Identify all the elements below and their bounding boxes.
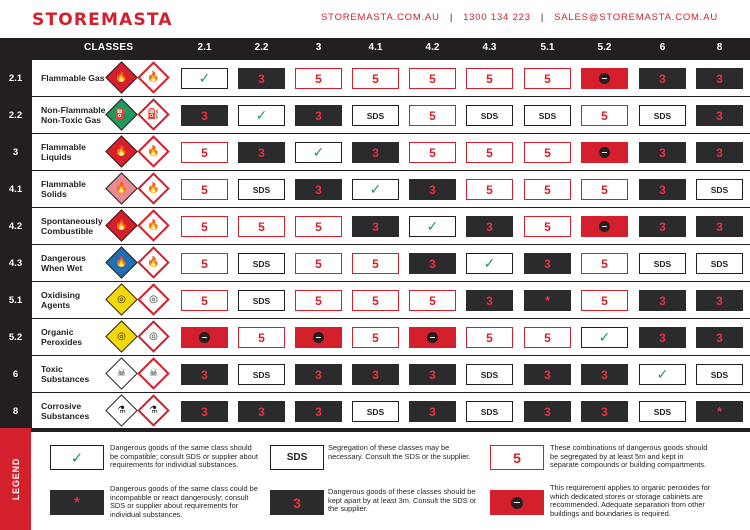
apart-3m-cell: 3	[352, 216, 399, 237]
class-number: 4.1	[0, 171, 31, 208]
segregate-5m-cell: 5	[524, 68, 571, 89]
table-row	[0, 208, 750, 245]
segregate-5m-cell: 5	[352, 253, 399, 274]
segregate-5m-cell: 5	[181, 253, 228, 274]
column-header-4-2: 4.2	[425, 42, 440, 53]
segregate-5m-cell: 5	[409, 290, 456, 311]
ghs-pictogram-icon	[137, 246, 170, 279]
dg-placard-icon	[105, 283, 138, 316]
organic-peroxide-cell	[581, 68, 628, 89]
organic-peroxide-cell	[181, 327, 228, 348]
no-entry-icon	[599, 73, 610, 84]
sds-cell: SDS	[352, 401, 399, 422]
flame-icon: 🔥	[115, 219, 128, 231]
sds-cell: SDS	[639, 105, 686, 126]
dg-placard-icon	[105, 357, 138, 390]
apart-3m-cell: 3	[524, 401, 571, 422]
apart-3m-cell: 3	[524, 364, 571, 385]
class-name: Corrosive Substances	[41, 401, 90, 421]
table-row	[0, 319, 750, 356]
apart-3m-cell: 3	[524, 253, 571, 274]
dg-placard-icon	[105, 61, 138, 94]
gas-cylinder-icon: ⛽	[115, 108, 128, 120]
legend-swatch-dark: 3	[270, 490, 324, 515]
corrosion-icon: ⚗	[149, 404, 158, 416]
sds-cell: SDS	[466, 401, 513, 422]
legend-text: Segregation of these classes may be necessary. Consult the SDS or the supplier.	[328, 443, 471, 461]
incompatible-cell: *	[696, 401, 743, 422]
class-number: 5.2	[0, 319, 31, 356]
class-number: 8	[0, 393, 31, 430]
sds-cell: SDS	[696, 179, 743, 200]
apart-3m-cell: 3	[295, 105, 342, 126]
no-entry-icon	[313, 332, 324, 343]
column-header-4-1: 4.1	[368, 42, 383, 53]
segregate-5m-cell: 5	[524, 142, 571, 163]
apart-3m-cell: 3	[295, 179, 342, 200]
flame-icon: 🔥	[147, 256, 160, 268]
ghs-pictogram-icon	[137, 209, 170, 242]
class-name: Non-Flammable Non-Toxic Gas	[41, 105, 106, 125]
segregate-5m-cell: 5	[181, 216, 228, 237]
sds-cell: SDS	[238, 290, 285, 311]
apart-3m-cell: 3	[409, 253, 456, 274]
sds-cell: SDS	[696, 364, 743, 385]
class-name: Toxic Substances	[41, 364, 90, 384]
apart-3m-cell: 3	[639, 290, 686, 311]
apart-3m-cell: 3	[295, 364, 342, 385]
ghs-pictogram-icon	[137, 135, 170, 168]
class-name: Flammable Gas	[41, 72, 105, 83]
segregate-5m-cell: 5	[181, 290, 228, 311]
sds-cell: SDS	[639, 253, 686, 274]
corrosion-icon: ⚗	[117, 404, 126, 416]
apart-3m-cell: 3	[295, 401, 342, 422]
segregate-5m-cell: 5	[524, 216, 571, 237]
table-row	[0, 60, 750, 97]
table-row	[0, 356, 750, 393]
ghs-pictogram-icon	[137, 283, 170, 316]
apart-3m-cell: 3	[181, 364, 228, 385]
segregate-5m-cell: 5	[581, 105, 628, 126]
legend-text: Dangerous goods of the same class could be incompatible or react dangerously; consult SDS or supplier about requirements for individual substances.	[110, 484, 258, 519]
compatible-cell: ✓	[295, 142, 342, 163]
class-name: Dangerous When Wet	[41, 253, 86, 273]
legend-sidebar	[0, 428, 31, 530]
organic-peroxide-cell	[581, 142, 628, 163]
segregate-5m-cell: 5	[238, 216, 285, 237]
class-number: 4.2	[0, 208, 31, 245]
table-row	[0, 97, 750, 134]
apart-3m-cell: 3	[409, 364, 456, 385]
legend-swatch-dot	[490, 490, 544, 515]
flame-icon: 🔥	[147, 71, 160, 83]
website-link[interactable]: STOREMASTA.COM.AU	[321, 12, 440, 23]
column-header-6: 6	[659, 42, 666, 53]
class-name: Oxidising Agents	[41, 290, 81, 310]
apart-3m-cell: 3	[696, 142, 743, 163]
table-row	[0, 171, 750, 208]
segregate-5m-cell: 5	[466, 327, 513, 348]
apart-3m-cell: 3	[696, 327, 743, 348]
apart-3m-cell: 3	[181, 401, 228, 422]
apart-3m-cell: 3	[639, 68, 686, 89]
legend-text: Dangerous goods of these classes should be kept apart by at least 3m. Consult the SDS or the supplier.	[328, 487, 477, 514]
table-row	[0, 282, 750, 319]
apart-3m-cell: 3	[409, 401, 456, 422]
segregate-5m-cell: 5	[295, 216, 342, 237]
ghs-pictogram-icon	[137, 172, 170, 205]
dg-placard-icon	[105, 394, 138, 427]
apart-3m-cell: 3	[352, 364, 399, 385]
flame-icon: 🔥	[147, 182, 160, 194]
ghs-pictogram-icon	[137, 394, 170, 427]
class-name: Flammable Solids	[41, 179, 86, 199]
apart-3m-cell: 3	[581, 364, 628, 385]
organic-peroxide-cell	[295, 327, 342, 348]
ghs-pictogram-icon	[137, 61, 170, 94]
dg-placard-icon	[105, 172, 138, 205]
no-entry-icon	[199, 332, 210, 343]
dg-placard-icon	[105, 135, 138, 168]
incompatible-cell: *	[524, 290, 571, 311]
class-name: Flammable Liquids	[41, 142, 86, 162]
apart-3m-cell: 3	[696, 68, 743, 89]
flame-icon: 🔥	[115, 145, 128, 157]
compatible-cell: ✓	[238, 105, 285, 126]
no-entry-icon	[599, 147, 610, 158]
compatible-cell: ✓	[409, 216, 456, 237]
apart-3m-cell: 3	[466, 290, 513, 311]
column-header-2-2: 2.2	[254, 42, 269, 53]
sds-cell: SDS	[466, 364, 513, 385]
sds-cell: SDS	[238, 364, 285, 385]
apart-3m-cell: 3	[581, 401, 628, 422]
legend-text: These combinations of dangerous goods should be segregated by at least 5m and kept in separate compounds or building compartments.	[550, 443, 708, 470]
legend-swatch-sds: SDS	[270, 445, 324, 470]
sds-cell: SDS	[466, 105, 513, 126]
ghs-pictogram-icon	[137, 320, 170, 353]
legend-title: LEGEND	[10, 457, 21, 501]
separator: |	[540, 12, 545, 23]
flame-over-circle-icon: ◎	[149, 293, 158, 305]
compatible-cell: ✓	[581, 327, 628, 348]
segregate-5m-cell: 5	[409, 68, 456, 89]
apart-3m-cell: 3	[409, 179, 456, 200]
compatible-cell: ✓	[466, 253, 513, 274]
apart-3m-cell: 3	[181, 105, 228, 126]
column-header-5-2: 5.2	[597, 42, 612, 53]
class-number: 4.3	[0, 245, 31, 282]
segregate-5m-cell: 5	[409, 142, 456, 163]
legend	[0, 428, 750, 530]
separator: |	[449, 12, 454, 23]
gas-cylinder-icon: ⛽	[147, 108, 160, 120]
skull-icon: ☠	[149, 367, 158, 379]
dg-placard-icon	[105, 246, 138, 279]
segregate-5m-cell: 5	[352, 68, 399, 89]
flame-icon: 🔥	[115, 256, 128, 268]
legend-swatch-star: *	[50, 490, 104, 515]
flame-over-circle-icon: ◎	[149, 330, 158, 342]
flame-icon: 🔥	[147, 219, 160, 231]
flame-icon: 🔥	[115, 182, 128, 194]
column-header-2-1: 2.1	[197, 42, 212, 53]
column-header-5-1: 5.1	[540, 42, 555, 53]
sds-cell: SDS	[696, 253, 743, 274]
segregate-5m-cell: 5	[181, 142, 228, 163]
dg-placard-icon	[105, 98, 138, 131]
segregate-5m-cell: 5	[352, 327, 399, 348]
segregate-5m-cell: 5	[466, 142, 513, 163]
sds-cell: SDS	[238, 253, 285, 274]
apart-3m-cell: 3	[639, 216, 686, 237]
segregate-5m-cell: 5	[181, 179, 228, 200]
sds-cell: SDS	[352, 105, 399, 126]
apart-3m-cell: 3	[639, 179, 686, 200]
segregate-5m-cell: 5	[466, 179, 513, 200]
dg-placard-icon	[105, 320, 138, 353]
compatible-cell: ✓	[639, 364, 686, 385]
segregate-5m-cell: 5	[352, 290, 399, 311]
compatible-cell: ✓	[181, 68, 228, 89]
table-row	[0, 134, 750, 171]
column-header-8: 8	[716, 42, 723, 53]
skull-icon: ☠	[117, 367, 126, 379]
table-row	[0, 393, 750, 430]
column-header-4-3: 4.3	[482, 42, 497, 53]
segregate-5m-cell: 5	[524, 327, 571, 348]
apart-3m-cell: 3	[696, 105, 743, 126]
no-entry-icon	[511, 497, 523, 509]
organic-peroxide-cell	[409, 327, 456, 348]
no-entry-icon	[427, 332, 438, 343]
legend-swatch-check: ✓	[50, 445, 104, 470]
organic-peroxide-cell	[581, 216, 628, 237]
column-header-3: 3	[315, 42, 322, 53]
sds-cell: SDS	[238, 179, 285, 200]
no-entry-icon	[599, 221, 610, 232]
flame-icon: 🔥	[115, 71, 128, 83]
segregate-5m-cell: 5	[581, 290, 628, 311]
class-name: Organic Peroxides	[41, 327, 83, 347]
apart-3m-cell: 3	[639, 142, 686, 163]
segregate-5m-cell: 5	[295, 290, 342, 311]
segregation-chart	[0, 38, 750, 428]
class-number: 2.1	[0, 60, 31, 97]
phone-link[interactable]: 1300 134 223	[463, 12, 531, 23]
segregate-5m-cell: 5	[295, 68, 342, 89]
segregate-5m-cell: 5	[409, 105, 456, 126]
storemasta-logo[interactable]: STOREMASTA	[32, 10, 173, 30]
segregate-5m-cell: 5	[466, 68, 513, 89]
contact-info	[321, 12, 718, 23]
legend-swatch-outline: 5	[490, 445, 544, 470]
flame-icon: 🔥	[147, 145, 160, 157]
segregate-5m-cell: 5	[295, 253, 342, 274]
segregate-5m-cell: 5	[524, 179, 571, 200]
flame-over-circle-icon: ◎	[117, 330, 126, 342]
apart-3m-cell: 3	[696, 216, 743, 237]
apart-3m-cell: 3	[639, 327, 686, 348]
apart-3m-cell: 3	[352, 142, 399, 163]
ghs-pictogram-icon	[137, 98, 170, 131]
class-number: 3	[0, 134, 31, 171]
legend-divider	[31, 428, 750, 432]
apart-3m-cell: 3	[696, 290, 743, 311]
ghs-pictogram-icon	[137, 357, 170, 390]
class-name: Spontaneously Combustible	[41, 216, 103, 236]
sds-cell: SDS	[524, 105, 571, 126]
legend-text: Dangerous goods of the same class should be compatible; consult SDS or supplier about requirements for individual substances.	[110, 443, 258, 470]
apart-3m-cell: 3	[238, 68, 285, 89]
chart-header-row	[0, 38, 750, 60]
segregate-5m-cell: 5	[581, 179, 628, 200]
table-row	[0, 245, 750, 282]
sds-cell: SDS	[639, 401, 686, 422]
segregate-5m-cell: 5	[238, 327, 285, 348]
dg-placard-icon	[105, 209, 138, 242]
top-bar	[0, 0, 750, 38]
class-number: 2.2	[0, 97, 31, 134]
legend-text: This requirement applies to organic peroxides for which dedicated stores or storage cabinets are recommended. Adequate separation from other buildings and boundaries is required.	[550, 483, 711, 518]
classes-heading: CLASSES	[84, 42, 134, 53]
compatible-cell: ✓	[352, 179, 399, 200]
apart-3m-cell: 3	[238, 142, 285, 163]
segregate-5m-cell: 5	[581, 253, 628, 274]
apart-3m-cell: 3	[238, 401, 285, 422]
email-link[interactable]: SALES@STOREMASTA.COM.AU	[554, 12, 718, 23]
flame-over-circle-icon: ◎	[117, 293, 126, 305]
apart-3m-cell: 3	[466, 216, 513, 237]
class-number: 5.1	[0, 282, 31, 319]
class-number: 6	[0, 356, 31, 393]
